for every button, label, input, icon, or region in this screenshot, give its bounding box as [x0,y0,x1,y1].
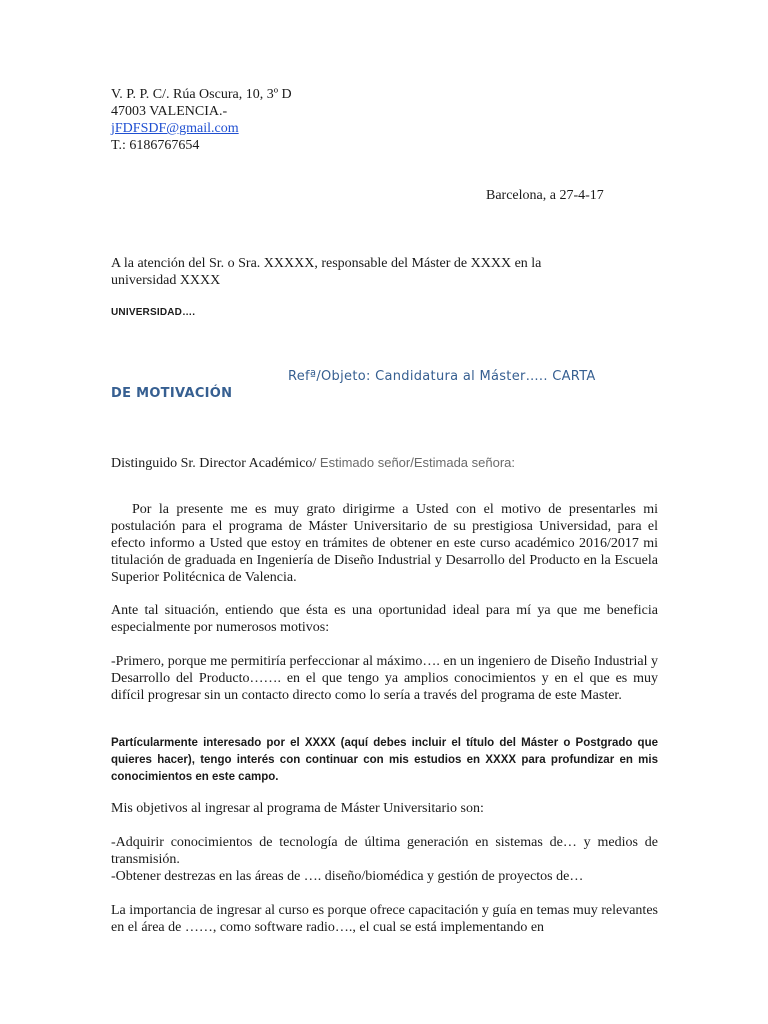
salutation-alt: Estimado señor/Estimada señora: [316,455,516,470]
sender-phone: T.: 6186767654 [111,138,200,153]
sender-city-line: 47003 VALENCIA.- [111,104,228,119]
sender-email-link[interactable]: jFDFSDF@gmail.com [111,121,239,136]
salutation [111,454,515,472]
recipient-line-1: A la atención del Sr. o Sra. XXXXX, responsable del Máster de XXXX en la [111,256,542,271]
university-heading: UNIVERSIDAD…. [111,307,196,318]
recipient-line-2: universidad XXXX [111,273,221,288]
objective-item-1: -Adquirir conocimientos de tecnología de última generación en sistemas de… y medios de transmisión. [111,835,658,867]
place-date: Barcelona, a 27-4-17 [486,188,604,203]
paragraph-first-reason: -Primero, porque me permitiría perfeccionar al máximo…. en un ingeniero de Diseño Industrial y Desarrollo del Producto……. en el que tengo ya amplios conocimientos y en el que es muy difícil progresar sin un contacto directo como lo sería a través del programa de este Master. [111,654,658,703]
sender-address-line: V. P. P. C/. Rúa Oscura, 10, 3º D [111,87,292,102]
reference-line-2: DE MOTIVACIÓN [111,386,233,401]
reference-line-1: Refª/Objeto: Candidatura al Máster….. CARTA [288,369,596,384]
paragraph-intro: Por la presente me es muy grato dirigirme a Usted con el motivo de presentarles mi postulación para el programa de Máster Universitario de su prestigiosa Universidad, para el efecto informo a Usted que estoy en trámites de obtener en este curso académico 2016/2017 mi titulación de graduada en Ingeniería de Diseño Industrial y Desarrollo del Producto en la Escuela Superior Politécnica de Valencia. [111,502,658,585]
paragraph-situation: Ante tal situación, entiendo que ésta es una oportunidad ideal para mí ya que me beneficia especialmente por numerosos motivos: [111,603,658,635]
paragraph-interest: Partícularmente interesado por el XXXX (aquí debes incluir el título del Máster o Postgrado que quieres hacer), tengo interés con continuar con mis estudios en XXXX para profundizar en mis conocimientos en este campo. [111,737,658,783]
paragraph-objectives-intro: Mis objetivos al ingresar al programa de Máster Universitario son: [111,801,484,816]
paragraph-importance: La importancia de ingresar al curso es porque ofrece capacitación y guía en temas muy relevantes en el área de ……, como software radio…., el cual se está implementando en [111,903,658,935]
salutation-main: Distinguido Sr. Director Académico/ [111,456,317,471]
objective-item-2: -Obtener destrezas en las áreas de …. diseño/biomédica y gestión de proyectos de… [111,869,584,884]
